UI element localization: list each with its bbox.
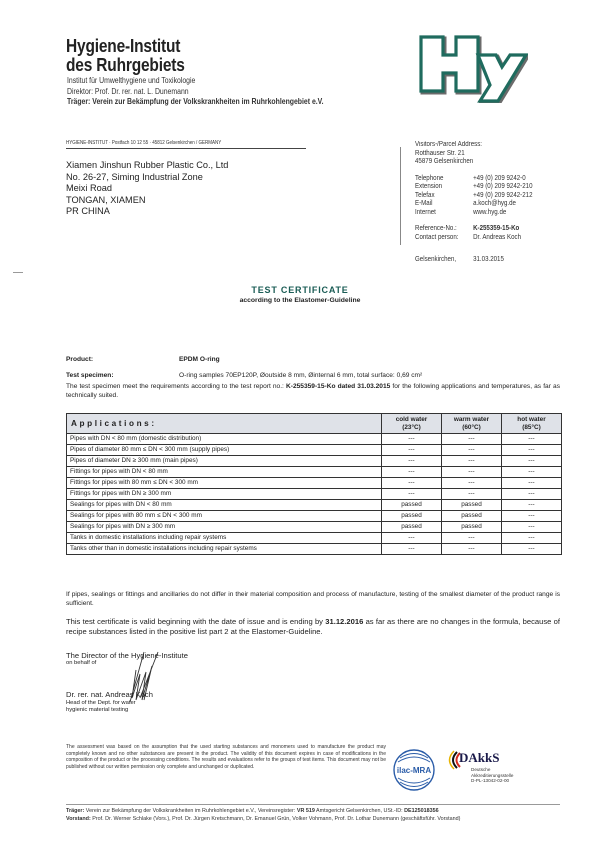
- warm-water-cell: passed: [442, 500, 502, 511]
- visitor-street: Rotthauser Str. 21: [415, 149, 465, 157]
- table-body: [67, 434, 562, 555]
- certificate-title: TEST CERTIFICATE: [251, 285, 349, 295]
- contact-row: [415, 209, 533, 218]
- institute-name-line1: Hygiene-Institut: [66, 36, 181, 56]
- smallest-diameter-note: If pipes, sealings or fittings and ancillaries do not differ in their material composition and process of manufacture, testing of the smallest diameter of the product range is sufficient.: [66, 591, 560, 607]
- test-report-ref: K-255359-15-Ko dated 31.03.2015: [286, 383, 391, 390]
- dakks-wordmark: DAkkS: [459, 750, 500, 765]
- ilac-text: ilac-MRA: [396, 766, 432, 775]
- sender-divider: [66, 148, 306, 149]
- hot-water-cell: ---: [502, 456, 562, 467]
- reference-value: K-255359-15-Ko: [473, 225, 520, 232]
- contact-key: Telefax: [415, 191, 435, 199]
- warm-water-cell: ---: [442, 544, 502, 555]
- reference-row: [415, 225, 533, 234]
- application-cell: Sealings for pipes with DN < 80 mm: [67, 500, 382, 511]
- header-warm-water: warm water (60°C): [442, 414, 502, 434]
- application-cell: Pipes of diameter DN ≥ 300 mm (main pipes): [67, 456, 382, 467]
- contact-key: Telephone: [415, 174, 444, 182]
- table-row: [67, 467, 562, 478]
- hot-water-cell: ---: [502, 445, 562, 456]
- hot-water-cell: ---: [502, 489, 562, 500]
- hot-water-cell: ---: [502, 544, 562, 555]
- cold-water-cell: ---: [382, 456, 442, 467]
- warm-water-cell: passed: [442, 511, 502, 522]
- cold-water-cell: ---: [382, 434, 442, 445]
- institute-name-line2: des Ruhrgebiets: [66, 55, 185, 75]
- hy-logo-shape: [421, 37, 528, 103]
- warm-water-cell: ---: [442, 478, 502, 489]
- ilac-mra-logo: [392, 748, 436, 792]
- contact-key: E-Mail: [415, 200, 433, 207]
- visitor-address-label: Visitors-/Parcel Address:: [415, 141, 482, 148]
- hot-water-cell: ---: [502, 500, 562, 511]
- validity-paragraph: This test certificate is valid beginning with the date of issue and is ending by 31.12.2016 as far as there are no changes in the formula, because of recipe substances listed in the positive list part 2 at the Elastomer-Guideline.: [66, 617, 560, 636]
- visitor-city: 45879 Gelsenkirchen: [415, 158, 474, 165]
- hot-water-cell: ---: [502, 478, 562, 489]
- certificate-subtitle: according to the Elastomer-Guideline: [239, 297, 361, 304]
- specimen-value: O-ring samples 70EP120P, Øoutside 8 mm, Øinternal 6 mm, total surface: 0,69 cm²: [179, 372, 423, 379]
- institute-name: [66, 37, 185, 75]
- table-row: [67, 489, 562, 500]
- on-behalf-line: on behalf of: [66, 660, 97, 666]
- recipient-address: [66, 160, 228, 218]
- cold-water-cell: passed: [382, 500, 442, 511]
- contact-value: +49 (0) 209 9242-210: [473, 183, 533, 190]
- footer-traeger-row: Träger: Verein zur Bekämpfung der Volkskrankheiten im Ruhrkohlengebiet e.V., Vereinsregister: VR 519 Amtsgericht Gelsenkirchen, USt.-ID: DE125018356: [66, 808, 439, 814]
- contact-row: [415, 175, 533, 184]
- warm-water-cell: ---: [442, 489, 502, 500]
- institute-subheader: [67, 76, 324, 108]
- director-line: The Director of the Hygiene-Institute: [66, 651, 188, 660]
- table-row: [67, 456, 562, 467]
- signatory-name: Dr. rer. nat. Andreas Koch: [66, 690, 153, 699]
- table-row: [67, 533, 562, 544]
- contact-row: [415, 183, 533, 192]
- warm-water-cell: ---: [442, 456, 502, 467]
- contact-person-row: [415, 234, 533, 243]
- fold-mark: [13, 272, 23, 273]
- hot-water-cell: ---: [502, 434, 562, 445]
- place: Gelsenkirchen,: [415, 256, 457, 263]
- contact-value: +49 (0) 209 9242-212: [473, 191, 533, 199]
- intro-paragraph: The test specimen meet the requirements according to the test report no.: K-255359-15-Ko dated 31.03.2015 for the following applications and temperatures, as far as technically suited.: [66, 383, 560, 399]
- table-row: [67, 544, 562, 555]
- warm-water-cell: ---: [442, 434, 502, 445]
- header-applications: Applications:: [67, 414, 382, 434]
- contact-key: Extension: [415, 183, 443, 190]
- contact-value: +49 (0) 209 9242-0: [473, 174, 526, 182]
- warm-water-cell: passed: [442, 522, 502, 533]
- contact-block: [415, 141, 533, 265]
- table-row: [67, 445, 562, 456]
- hot-water-cell: ---: [502, 533, 562, 544]
- product-label: Product:: [66, 356, 94, 363]
- validity-date: 31.12.2016: [325, 617, 364, 626]
- sender-line: HYGIENE-INSTITUT · Postfach 10 12 55 · 45812 Gelsenkirchen / GERMANY: [66, 140, 222, 146]
- disclaimer: The assessment was based on the assumption that the used starting substances and monomers used to manufacture the product may completely known and no other substances are present in the product. The validity of this document expires in case of modifications in the composition of the product or the processing conditions. The results and evaluations refer to the groups of test items. This document may not be published without our written permission only complete and unchanged or duplicated.: [66, 744, 386, 770]
- hot-water-cell: ---: [502, 522, 562, 533]
- warm-water-cell: ---: [442, 445, 502, 456]
- contact-email[interactable]: a.koch@hyg.de: [473, 200, 516, 207]
- institute-subtitle: Institut für Umwelthygiene und Toxikologie: [67, 76, 196, 85]
- application-cell: Sealings for pipes with DN ≥ 300 mm: [67, 522, 382, 533]
- table-header-row: [67, 414, 562, 434]
- hy-logo: [418, 33, 528, 103]
- application-cell: Sealings for pipes with 80 mm ≤ DN < 300 mm: [67, 511, 382, 522]
- warm-water-cell: ---: [442, 533, 502, 544]
- table-row: [67, 522, 562, 533]
- institute-director: Direktor: Prof. Dr. rer. nat. L. Dunemann: [67, 86, 189, 96]
- footer-vorstand-row: Vorstand: Prof. Dr. Werner Schlake (Vors.), Prof. Dr. Jürgen Kretschmann, Dr. Emanuel Grün, Volker Vohmann, Prof. Dr. Lothar Dunemann (geschäftsführ. Vorstand): [66, 816, 461, 822]
- contact-person-value: Dr. Andreas Koch: [473, 233, 522, 241]
- cold-water-cell: ---: [382, 478, 442, 489]
- table-row: [67, 478, 562, 489]
- application-cell: Tanks in domestic installations including repair systems: [67, 533, 382, 544]
- recipient-line: Xiamen Jinshun Rubber Plastic Co., Ltd: [66, 160, 229, 170]
- footer: [66, 807, 560, 823]
- contact-person-label: Contact person:: [415, 233, 459, 241]
- hot-water-cell: ---: [502, 511, 562, 522]
- contact-table: [415, 175, 533, 265]
- header-cold-water: cold water (23°C): [382, 414, 442, 434]
- cold-water-cell: ---: [382, 489, 442, 500]
- reference-label: Reference-No.:: [415, 225, 457, 232]
- signatory-role: Head of the Dept. for water hygienic material testing: [66, 700, 136, 713]
- recipient-line: TONGAN, XIAMEN: [66, 194, 146, 205]
- dakks-subtitle: Deutsche Akkreditierungsstelle D-PL-13042-02-00: [471, 767, 514, 784]
- contact-divider: [400, 147, 401, 245]
- table-row: [67, 500, 562, 511]
- recipient-line: No. 26-27, Siming Industrial Zone: [66, 171, 203, 182]
- contact-key: Internet: [415, 208, 436, 216]
- application-cell: Fittings for pipes with DN ≥ 300 mm: [67, 489, 382, 500]
- application-cell: Tanks other than in domestic installations including repair systems: [67, 544, 382, 555]
- application-cell: Fittings for pipes with 80 mm ≤ DN < 300 mm: [67, 478, 382, 489]
- institute-sponsor: Träger: Verein zur Bekämpfung der Volkskrankheiten im Ruhrkohlengebiet e.V.: [67, 97, 324, 106]
- recipient-line: PR CHINA: [66, 206, 110, 216]
- cold-water-cell: passed: [382, 511, 442, 522]
- place-date-row: [415, 256, 533, 265]
- product-value: EPDM O-ring: [179, 356, 220, 363]
- application-cell: Pipes of diameter 80 mm ≤ DN < 300 mm (supply pipes): [67, 445, 382, 456]
- cold-water-cell: ---: [382, 445, 442, 456]
- warm-water-cell: ---: [442, 467, 502, 478]
- issue-date: 31.03.2015: [473, 256, 504, 263]
- hot-water-cell: ---: [502, 467, 562, 478]
- footer-divider: [66, 804, 560, 805]
- application-cell: Pipes with DN < 80 mm (domestic distribution): [67, 434, 382, 445]
- applications-table: [66, 413, 562, 555]
- cold-water-cell: ---: [382, 467, 442, 478]
- cold-water-cell: ---: [382, 544, 442, 555]
- cold-water-cell: passed: [382, 522, 442, 533]
- table-row: [67, 434, 562, 445]
- table-row: [67, 511, 562, 522]
- specimen-label: Test specimen:: [66, 372, 114, 379]
- dakks-accreditation-number: D-PL-13042-02-00: [471, 778, 510, 784]
- contact-row: [415, 200, 533, 209]
- application-cell: Fittings for pipes with DN < 80 mm: [67, 467, 382, 478]
- cold-water-cell: ---: [382, 533, 442, 544]
- contact-row: [415, 192, 533, 201]
- header-hot-water: hot water (85°C): [502, 414, 562, 434]
- contact-website[interactable]: www.hyg.de: [473, 208, 507, 216]
- recipient-line: Meixi Road: [66, 183, 112, 193]
